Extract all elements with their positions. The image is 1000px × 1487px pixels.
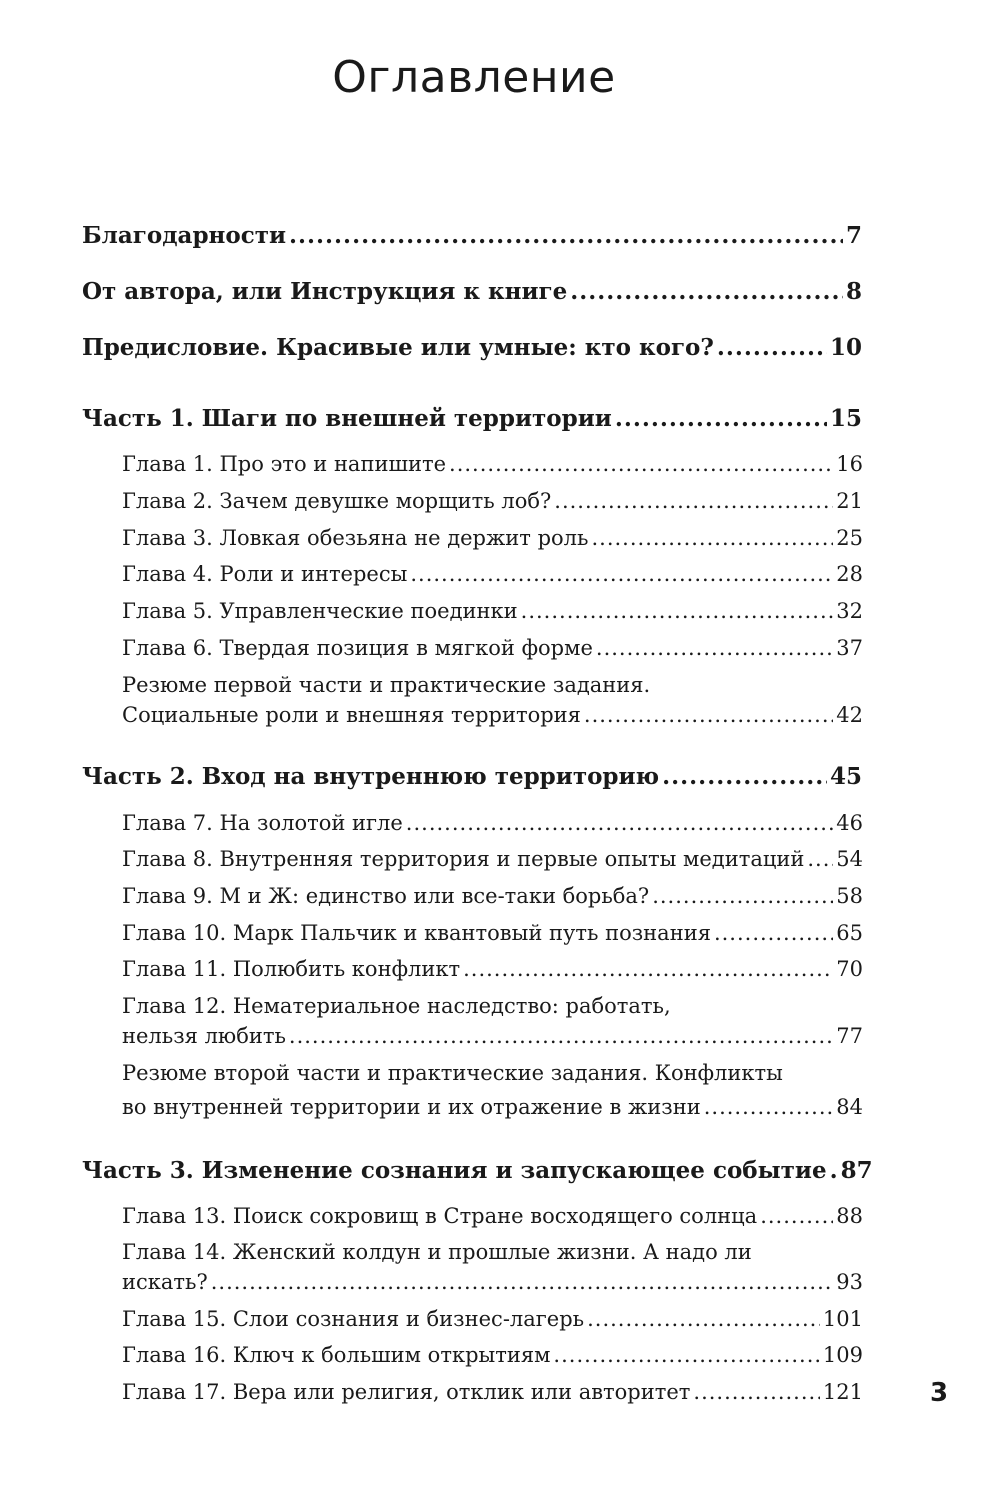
toc-chapter-title: Глава 17. Вера или религия, отклик или авторитет xyxy=(122,1380,691,1404)
toc-summary-1-line1: Резюме первой части и практические задания. xyxy=(122,673,651,697)
toc-chapter-title: Глава 9. М и Ж: единство или все-таки борьба? xyxy=(122,884,650,908)
toc-entry-page: 121 xyxy=(822,1380,863,1404)
toc-part-title: Часть 2. Вход на внутреннюю территорию xyxy=(82,763,660,790)
toc-part-title: Часть 1. Шаги по внешней территории xyxy=(82,405,612,432)
dot-leader xyxy=(406,811,833,835)
toc-entry-page: 25 xyxy=(836,526,863,550)
toc-chapter-title: искать? xyxy=(122,1270,208,1294)
dot-leader xyxy=(652,884,833,908)
toc-chapter-15[interactable] xyxy=(122,1307,863,1331)
toc-chapter-title: Глава 8. Внутренняя территория и первые опыты медитаций xyxy=(122,847,805,871)
dot-leader xyxy=(587,1307,820,1331)
toc-entry-page: 46 xyxy=(836,811,863,835)
toc-chapter-14[interactable] xyxy=(122,1270,863,1294)
page-title: Оглавление xyxy=(332,52,616,103)
toc-entry-page: 101 xyxy=(822,1307,863,1331)
toc-chapter-title: Глава 15. Слои сознания и бизнес-лагерь xyxy=(122,1307,585,1331)
toc-chapter-title: Глава 10. Марк Пальчик и квантовый путь познания xyxy=(122,921,711,945)
toc-part-3[interactable] xyxy=(82,1157,873,1184)
toc-part-1[interactable] xyxy=(82,405,862,432)
toc-chapter-title: Глава 3. Ловкая обезьяна не держит роль xyxy=(122,526,589,550)
dot-leader xyxy=(410,562,833,586)
toc-chapter-title: Глава 7. На золотой игле xyxy=(122,811,403,835)
toc-chapter-7[interactable] xyxy=(122,811,863,835)
dot-leader xyxy=(807,847,833,871)
toc-chapter-1[interactable] xyxy=(122,452,863,476)
dot-leader xyxy=(553,1343,819,1367)
toc-chapter-3[interactable] xyxy=(122,526,863,550)
toc-chapter-13[interactable] xyxy=(122,1204,863,1228)
dot-leader xyxy=(760,1204,833,1228)
toc-entry-page: 77 xyxy=(836,1024,863,1048)
toc-chapter-title: Глава 5. Управленческие поединки xyxy=(122,599,518,623)
dot-leader xyxy=(554,489,833,513)
toc-entry-page: 15 xyxy=(829,405,862,432)
toc-entry-acknowledgements[interactable] xyxy=(82,222,862,249)
dot-leader xyxy=(717,334,827,361)
toc-chapter-title: Глава 2. Зачем девушке морщить лоб? xyxy=(122,489,552,513)
toc-chapter-9[interactable] xyxy=(122,884,863,908)
toc-chapter-12-line1: Глава 12. Нематериальное наследство: работать, xyxy=(122,994,671,1018)
dot-leader xyxy=(662,763,827,790)
toc-entry-page: 87 xyxy=(840,1157,873,1184)
toc-entry-page: 7 xyxy=(845,222,862,249)
dot-leader xyxy=(570,278,843,305)
toc-chapter-11[interactable] xyxy=(122,957,863,981)
toc-entry-from-author[interactable] xyxy=(82,278,862,305)
dot-leader xyxy=(591,526,833,550)
toc-entry-page: 42 xyxy=(836,703,863,727)
toc-chapter-title: Глава 16. Ключ к большим открытиям xyxy=(122,1343,551,1367)
toc-part-title: Часть 3. Изменение сознания и запускающее событие xyxy=(82,1157,827,1184)
toc-chapter-16[interactable] xyxy=(122,1343,863,1367)
toc-summary-2[interactable] xyxy=(122,1095,863,1119)
dot-leader xyxy=(714,921,833,945)
toc-entry-page: 93 xyxy=(836,1270,863,1294)
toc-chapter-title: во внутренней территории и их отражение в жизни xyxy=(122,1095,701,1119)
toc-chapter-title: нельзя любить xyxy=(122,1024,286,1048)
toc-entry-page: 16 xyxy=(836,452,863,476)
dot-leader xyxy=(449,452,833,476)
toc-chapter-title: Глава 13. Поиск сокровищ в Стране восходящего солнца xyxy=(122,1204,758,1228)
toc-entry-page: 70 xyxy=(836,957,863,981)
toc-chapter-5[interactable] xyxy=(122,599,863,623)
toc-entry-page: 10 xyxy=(829,334,862,361)
toc-entry-page: 109 xyxy=(822,1343,863,1367)
toc-chapter-title: Глава 1. Про это и напишите xyxy=(122,452,447,476)
toc-entry-page: 8 xyxy=(845,278,862,305)
dot-leader xyxy=(289,1024,833,1048)
toc-chapter-4[interactable] xyxy=(122,562,863,586)
toc-chapter-6[interactable] xyxy=(122,636,863,660)
dot-leader xyxy=(584,703,833,727)
toc-entry-title: Предисловие. Красивые или умные: кто кого? xyxy=(82,334,714,361)
toc-entry-page: 54 xyxy=(836,847,863,871)
dot-leader xyxy=(463,957,833,981)
toc-entry-page: 37 xyxy=(836,636,863,660)
toc-chapter-2[interactable] xyxy=(122,489,863,513)
toc-entry-page: 65 xyxy=(836,921,863,945)
toc-chapter-12[interactable] xyxy=(122,1024,863,1048)
dot-leader xyxy=(211,1270,834,1294)
toc-entry-page: 28 xyxy=(836,562,863,586)
toc-chapter-10[interactable] xyxy=(122,921,863,945)
dot-leader xyxy=(615,405,827,432)
dot-leader xyxy=(693,1380,820,1404)
toc-chapter-title: Глава 11. Полюбить конфликт xyxy=(122,957,461,981)
toc-entry-page: 84 xyxy=(836,1095,863,1119)
dot-leader xyxy=(289,222,843,249)
toc-entry-title: От автора, или Инструкция к книге xyxy=(82,278,568,305)
toc-chapter-8[interactable] xyxy=(122,847,863,871)
toc-entry-preface[interactable] xyxy=(82,334,862,361)
dot-leader xyxy=(704,1095,834,1119)
toc-part-2[interactable] xyxy=(82,763,862,790)
toc-chapter-17[interactable] xyxy=(122,1380,863,1404)
toc-chapter-title: Глава 4. Роли и интересы xyxy=(122,562,408,586)
toc-entry-page: 58 xyxy=(836,884,863,908)
page-number: 3 xyxy=(930,1378,949,1408)
toc-entry-page: 88 xyxy=(836,1204,863,1228)
toc-entry-title: Благодарности xyxy=(82,222,287,249)
toc-chapter-title: Социальные роли и внешняя территория xyxy=(122,703,581,727)
dot-leader xyxy=(521,599,834,623)
toc-summary-1[interactable] xyxy=(122,703,863,727)
toc-chapter-14-line1: Глава 14. Женский колдун и прошлые жизни. А надо ли xyxy=(122,1240,752,1264)
toc-entry-page: 21 xyxy=(836,489,863,513)
toc-summary-2-line1: Резюме второй части и практические задания. Конфликты xyxy=(122,1061,783,1085)
dot-leader xyxy=(596,636,833,660)
toc-entry-page: 32 xyxy=(836,599,863,623)
toc-entry-page: 45 xyxy=(829,763,862,790)
dot-leader xyxy=(830,1157,838,1184)
toc-chapter-title: Глава 6. Твердая позиция в мягкой форме xyxy=(122,636,593,660)
